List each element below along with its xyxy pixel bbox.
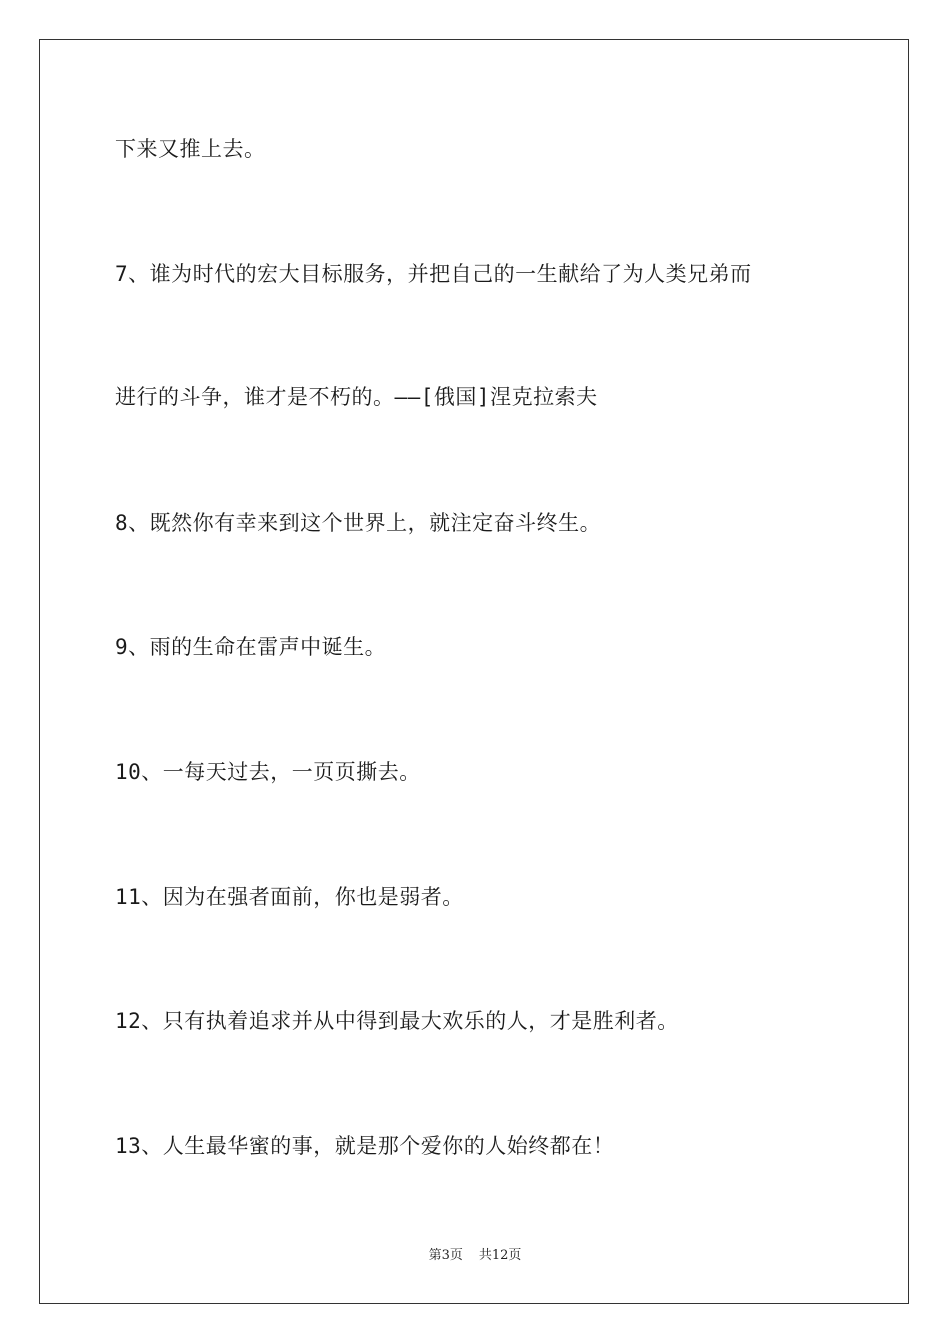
quote-11: 11、因为在强者面前，你也是弱者。 (115, 885, 464, 909)
page-border (39, 39, 909, 1304)
quote-10: 10、一每天过去，一页页撕去。 (115, 760, 421, 784)
page-footer (0, 1247, 950, 1265)
page-total: 共12页 (478, 1248, 522, 1263)
quote-8: 8、既然你有幸来到这个世界上，就注定奋斗终生。 (115, 511, 602, 535)
text-line-continuation: 下来又推上去。 (115, 137, 266, 161)
page-number: 第3页 (428, 1248, 463, 1263)
quote-9: 9、雨的生命在雷声中诞生。 (115, 635, 387, 659)
quote-7-line-2: 进行的斗争，谁才是不朽的。——[俄国]涅克拉索夫 (115, 385, 598, 409)
quote-7-line-1: 7、谁为时代的宏大目标服务，并把自己的一生献给了为人类兄弟而 (115, 262, 752, 286)
quote-13: 13、人生最华蜜的事，就是那个爱你的人始终都在！ (115, 1134, 615, 1158)
quote-12: 12、只有执着追求并从中得到最大欢乐的人，才是胜利者。 (115, 1009, 679, 1033)
